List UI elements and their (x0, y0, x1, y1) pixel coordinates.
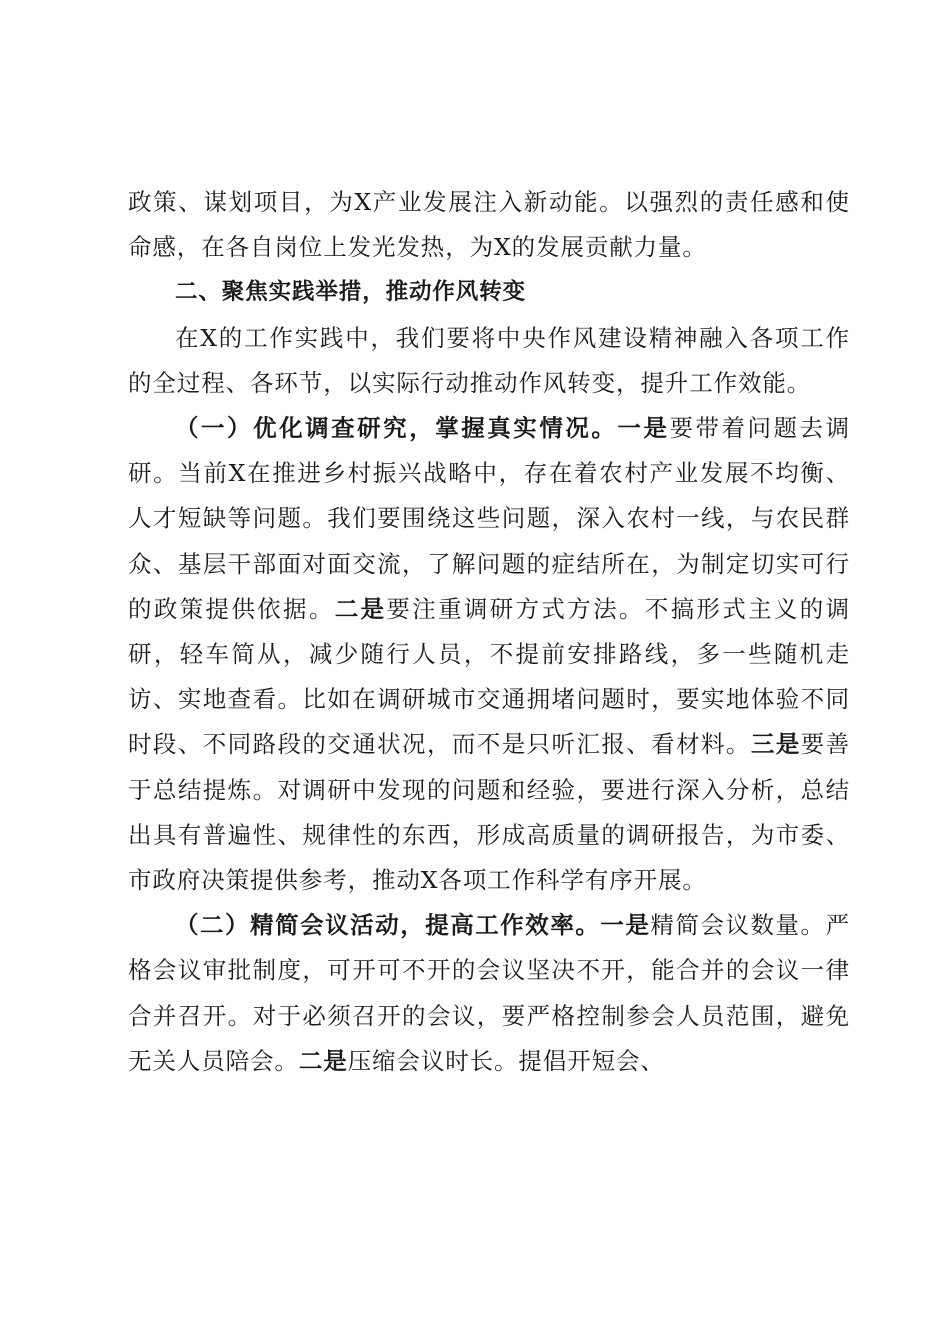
keyword-second: 二是 (334, 594, 387, 623)
subsection-2-text-2: 压缩会议时长。提倡开短会、 (347, 1046, 665, 1075)
keyword-first: 一是 (617, 414, 670, 443)
paragraph-intro: 在X的工作实践中，我们要将中央作风建设精神融入各项工作的全过程、各环节，以实际行动推动作风转变，提升工作效能。 (128, 323, 850, 397)
subsection-1-text-2: 要注重调研方式方法。不搞形式主义的调研，轻车简从，减少随行人员，不提前安排路线，多一些随机走访、实地查看。比如在调研城市交通拥堵问题时，要实地体验不同时段、不同路段的交通状况，而不是只听汇报、看材料。 (128, 594, 851, 759)
subsection-1 (128, 406, 850, 903)
subsection-1-text-3: 要善于总结提炼。对调研中发现的问题和经验，要进行深入分析，总结出具有普遍性、规律性的东西，形成高质量的调研报告，为市委、市政府决策提供参考，推动X各项工作科学有序开展。 (128, 730, 850, 895)
section-heading-2: 二、聚焦实践举措，推动作风转变 (175, 279, 527, 306)
paragraph-continuation: 政策、谋划项目，为X产业发展注入新动能。以强烈的责任感和使命感，在各自岗位上发光发热，为X的发展贡献力量。 (128, 188, 850, 262)
subsection-2-title: （二）精简会议活动，提高工作效率。 (175, 911, 601, 940)
document-body (128, 180, 850, 1084)
keyword-first: 一是 (600, 911, 651, 940)
subsection-2-text-1: 精简会议数量。严格会议审批制度，可开可不开的会议坚决不开，能合并的会议一律合并召开。对于必须召开的会议，要严格控制参会人员范围，避免无关人员陪会。 (128, 911, 850, 1075)
subsection-1-text-1: 要带着问题去调研。当前X在推进乡村振兴战略中，存在着农村产业发展不均衡、人才短缺等问题。我们要围绕这些问题，深入农村一线，与农民群众、基层干部面对面交流，了解问题的症结所在，为制定切实可行的政策提供依据。 (128, 414, 850, 623)
subsection-1-title: （一）优化调查研究，掌握真实情况。 (175, 414, 618, 443)
keyword-third: 三是 (750, 730, 801, 759)
subsection-2 (128, 903, 850, 1084)
keyword-second: 二是 (298, 1046, 348, 1075)
